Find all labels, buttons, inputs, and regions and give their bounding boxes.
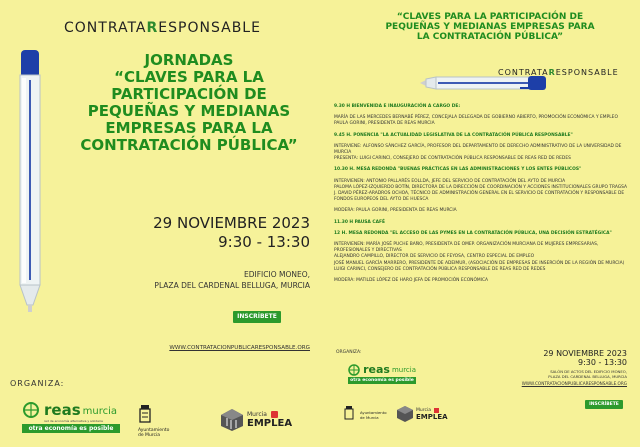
organiza-label-right: ORGANIZA: [336,350,362,355]
website-link[interactable]: WWW.CONTRATACIONPUBLICARESPONSABLE.ORG [169,345,310,351]
agenda-list [334,104,632,284]
register-button-right[interactable]: INSCRÍBETE [585,400,623,409]
agenda-heading: 11.30 H PAUSA CAFÉ [334,219,385,225]
coat-of-arms-icon [344,405,354,420]
organiza-label: ORGANIZA: [10,379,65,388]
pen-illustration [0,0,60,320]
agenda-text: INTERVIENEN: ANTONIO PALLARÉS EOLLDA, JEFE DEL SERVICIO DE CONTRATACIÓN DEL AYTO DE MURCIA [334,178,566,184]
agenda-text: MODERA: MATILDE LÓPEZ DE HARO JEFA DE PROMOCIÓN ECONÓMICA [334,278,489,284]
cube-icon [220,408,244,432]
venue-line1-right: SALÓN DE ACTOS DEL EDIFICIO MONEO, [550,369,627,374]
agenda-text: PAULA GORINI, PRESIDENTA DE REAS MURCIA [334,121,435,127]
agenda-text: MODERA: PAULA GORINI, PRESIDENTA DE REAS MURCIA [334,208,457,214]
reas-murcia-logo: reas murcia red de economía alternativa y solidaria otra economía es posible [22,401,120,433]
poster-right [320,0,640,447]
agenda-heading: 9.45 H. PONENCIA "LA ACTUALIDAD LEGISLATIVA DE LA CONTRATACIÓN PÚBLICA RESPONSABLE" [334,132,573,138]
murcia-emplea-logo-right: Murcia EMPLEA [396,405,448,423]
ayuntamiento-logo: Ayuntamiento de Murcia [138,404,198,438]
agenda-text: INTERVIENE: ALFONSO SÁNCHEZ GARCÍA, PROFESOR DEL DEPARTAMENTO DE DERECHO ADMINISTRATIVO DE LA UNIVERSIDAD DE MURCIA [334,143,622,156]
agenda-text: J. DAVID PÉREZ-ARADROS OCHOA, TÉCNICO DE ADMINISTRACIÓN GENERAL EN EL SERVICIO DE CONTRATACIÓN Y RESPONSABLE DE FONDOS EUROPEOS DEL AYTO DE HUESCA [334,191,625,203]
venue-line2: PLAZA DEL CARDENAL BELLUGA, MURCIA [154,281,310,290]
emplea-badge-icon [434,408,439,413]
emplea-badge-icon [271,411,278,418]
ayuntamiento-text-right: Ayuntamiento de Murcia [360,410,387,420]
brand-logo-small: CONTRATARESPONSABLE [498,68,619,77]
agenda-text: MARÍA DE LAS MERCEDES BERNABÉ PÉREZ, CONCEJALA DELEGADA DE GOBIERNO ABIERTO, PROMOCIÓN ECONÓMICA Y EMPLEO [334,115,618,121]
agenda-heading: 10.30 H. MESA REDONDA "BUENAS PRÁCTICAS EN LAS ADMINISTRACIONES Y LOS ENTES PÚBLICOS" [334,167,582,173]
brand-logo: CONTRATARESPONSABLE [64,20,261,36]
register-button[interactable]: INSCRÍBETE [233,311,281,323]
agenda-text: LUIGI CARINCI, CONSEJERO DE CONTRATACIÓN PÚBLICA RESPONSABLE DE REAS RED DE REDES [334,266,546,272]
agenda-heading: 12 H. MESA REDONDA "EL ACCESO DE LAS PYMES EN LA CONTRATACIÓN PÚBLICA, UNA DECISIÓN ESTRATÉGICA" [334,230,612,236]
agenda-heading: 9.30 H BIENVENIDA E INAUGURACIÓN A CARGO DE: [334,104,461,109]
venue-line2-right: PLAZA DEL CARDENAL BELLUGA, MURCIA [548,374,627,379]
murcia-emplea-logo: Murcia EMPLEA [220,408,292,432]
venue-line1: EDIFICIO MONEO, [244,270,310,279]
pen-icon [0,0,60,320]
event-title: JORNADAS “CLAVES PARA LA PARTICIPACIÓN DE PEQUEÑAS Y MEDIANAS EMPRESAS PARA LA CONTRATACIÓN PÚBLICA” [80,51,298,154]
event-date-right: 29 NOVIEMBRE 2023 [543,349,627,358]
globe-icon [348,364,361,376]
globe-icon [22,402,42,418]
reas-murcia-logo-right: reas murcia otra economía es posible [348,363,416,384]
agenda-text: PALOMA LÓPEZ-IZQUIERDO BOTÍN, DIRECTORA DE LA DIRECCIÓN DE COORDINACIÓN Y ACCIONES INSTITUCIONALES GRUPO TRAGSA [334,184,628,190]
agenda-text: JOSÉ MANUEL GARCÍA MARRERO, PRESIDENTE DE ADEIMUR, (ASOCIACIÓN DE EMPRESAS DE INSERCIÓN DE LA REGIÓN DE MURCIA) [334,260,625,266]
cube-icon [396,405,414,423]
website-link-right[interactable]: WWW.CONTRATACIONPUBLICARESPONSABLE.ORG [521,381,627,386]
event-time: 9:30 - 13:30 [218,233,310,251]
event-date: 29 NOVIEMBRE 2023 [153,214,310,232]
agenda-text: INTERVIENEN: MARÍA JOSÉ PUCHE BAÑO, PRESIDENTA DE OMEP. ORGANIZACIÓN MURCIANA DE MUJERES EMPRESARIAS, PROFESIONALES Y DIRECTIVAS [334,242,599,254]
program-title: “CLAVES PARA LA PARTICIPACIÓN DE PEQUEÑAS Y MEDIANAS EMPRESAS PARA LA CONTRATACIÓN PÚBLICA” [385,12,595,42]
event-time-right: 9:30 - 13:30 [578,358,627,367]
agenda-text: PRESENTA: LUIGI CARINCI, CONSEJERO DE CONTRATACIÓN PÚBLICA RESPONSABLE DE REAS RED DE REDES [334,156,571,162]
coat-of-arms-icon [138,404,152,424]
agenda-text: ALEJANDRO CAMPILLO, DIRECTOR DE SERVICIO DE FEYOSA, CENTRO ESPECIAL DE EMPLEO [334,254,535,260]
